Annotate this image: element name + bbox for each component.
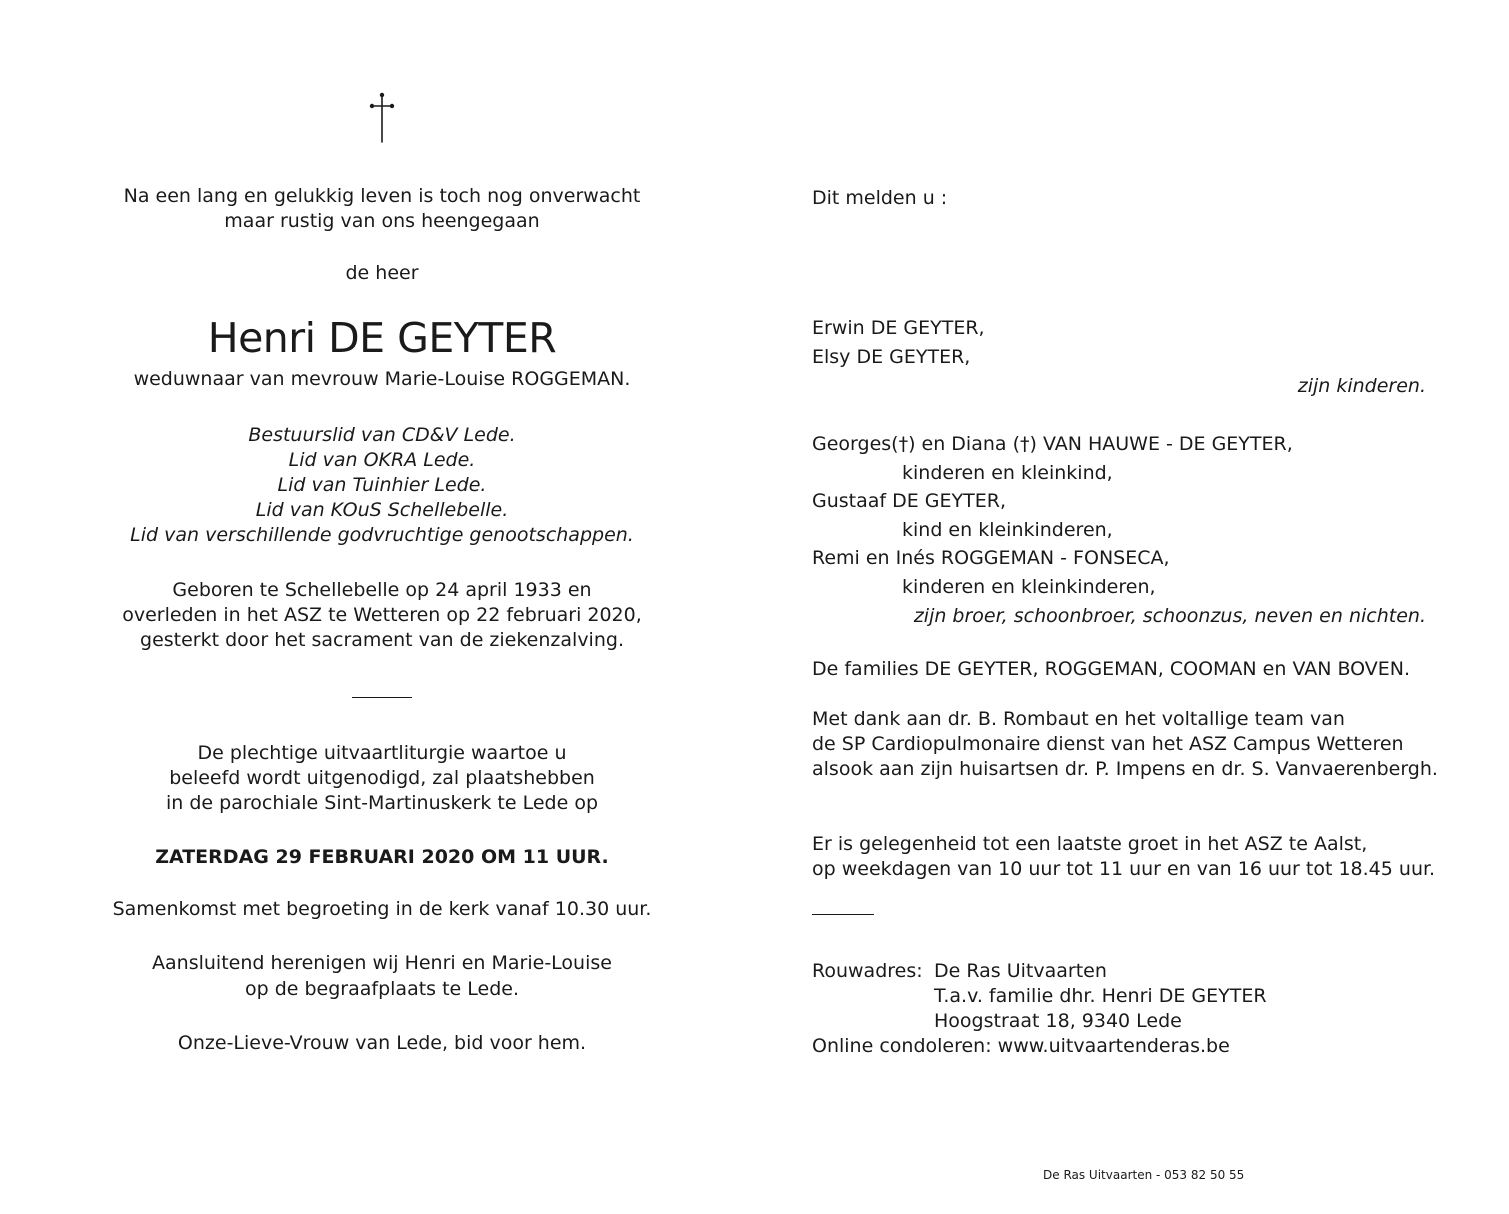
intro-line-2: maar rustig van ons heengegaan bbox=[224, 210, 540, 232]
sibling-1-note: kinderen en kleinkind, bbox=[902, 462, 1113, 484]
children-label: zijn kinderen. bbox=[1297, 375, 1426, 397]
funeral-1: De plechtige uitvaartliturgie waartoe u bbox=[197, 742, 567, 764]
sibling-2-note: kind en kleinkinderen, bbox=[902, 519, 1113, 541]
membership-5: Lid van verschillende godvruchtige genootschappen. bbox=[130, 524, 634, 546]
visit-2: op weekdagen van 10 uur tot 11 uur en van 16 uur tot 18.45 uur. bbox=[812, 858, 1436, 880]
divider-right bbox=[812, 914, 874, 915]
sibling-3-note: kinderen en kleinkinderen, bbox=[902, 576, 1156, 598]
address-line-3: Hoogstraat 18, 9340 Lede bbox=[934, 1010, 1182, 1032]
burial-1: Aansluitend herenigen wij Henri en Marie-Louise bbox=[152, 952, 612, 974]
deceased-name: Henri DE GEYTER bbox=[207, 314, 557, 362]
membership-2: Lid van OKRA Lede. bbox=[288, 449, 476, 471]
visit-1: Er is gelegenheid tot een laatste groet in het ASZ te Aalst, bbox=[812, 833, 1368, 855]
burial-2: op de begraafplaats te Lede. bbox=[244, 978, 520, 1000]
intro-line-1: Na een lang en gelukkig leven is toch nog onverwacht bbox=[123, 185, 641, 207]
membership-4: Lid van KOuS Schellebelle. bbox=[255, 499, 509, 521]
thanks-3: alsook aan zijn huisartsen dr. P. Impens en dr. S. Vanvaerenbergh. bbox=[812, 758, 1438, 780]
widower-line: weduwnaar van mevrouw Marie-Louise ROGGEMAN. bbox=[133, 368, 631, 390]
sibling-2: Gustaaf DE GEYTER, bbox=[812, 490, 1006, 512]
child-1: Erwin DE GEYTER, bbox=[812, 317, 985, 339]
thanks-2: de SP Cardiopulmonaire dienst van het ASZ Campus Wetteren bbox=[812, 733, 1404, 755]
siblings-label: zijn broer, schoonbroer, schoonzus, neven en nichten. bbox=[913, 605, 1426, 627]
birth-death-3: gesterkt door het sacrament van de ziekenzalving. bbox=[140, 629, 624, 651]
online-condolence: Online condoleren: www.uitvaartenderas.be bbox=[812, 1035, 1230, 1057]
membership-3: Lid van Tuinhier Lede. bbox=[277, 474, 487, 496]
families-line: De families DE GEYTER, ROGGEMAN, COOMAN en VAN BOVEN. bbox=[812, 658, 1411, 680]
child-2: Elsy DE GEYTER, bbox=[812, 346, 971, 368]
address-label: Rouwadres: bbox=[812, 960, 923, 982]
thanks-1: Met dank aan dr. B. Rombaut en het voltallige team van bbox=[812, 708, 1345, 730]
address-line-1: De Ras Uitvaarten bbox=[934, 960, 1107, 982]
funeral-date: ZATERDAG 29 FEBRUARI 2020 OM 11 UUR. bbox=[155, 846, 609, 868]
birth-death-1: Geboren te Schellebelle op 24 april 1933 en bbox=[172, 579, 592, 601]
prayer-line: Onze-Lieve-Vrouw van Lede, bid voor hem. bbox=[177, 1032, 587, 1054]
birth-death-2: overleden in het ASZ te Wetteren op 22 februari 2020, bbox=[122, 604, 642, 626]
funeral-3: in de parochiale Sint-Martinuskerk te Lede op bbox=[166, 792, 598, 814]
funeral-2: beleefd wordt uitgenodigd, zal plaatshebben bbox=[169, 767, 595, 789]
membership-1: Bestuurslid van CD&V Lede. bbox=[248, 424, 516, 446]
footer-credit: De Ras Uitvaarten - 053 82 50 55 bbox=[1043, 1168, 1245, 1182]
title-prefix: de heer bbox=[345, 262, 419, 284]
gathering-line: Samenkomst met begroeting in de kerk vanaf 10.30 uur. bbox=[112, 898, 652, 920]
cross-icon bbox=[368, 92, 396, 146]
sibling-1: Georges(†) en Diana (†) VAN HAUWE - DE GEYTER, bbox=[812, 433, 1293, 455]
sibling-3: Remi en Inés ROGGEMAN - FONSECA, bbox=[812, 547, 1170, 569]
announce-line: Dit melden u : bbox=[812, 187, 948, 209]
divider-left bbox=[352, 697, 412, 698]
address-line-2: T.a.v. familie dhr. Henri DE GEYTER bbox=[934, 985, 1267, 1007]
